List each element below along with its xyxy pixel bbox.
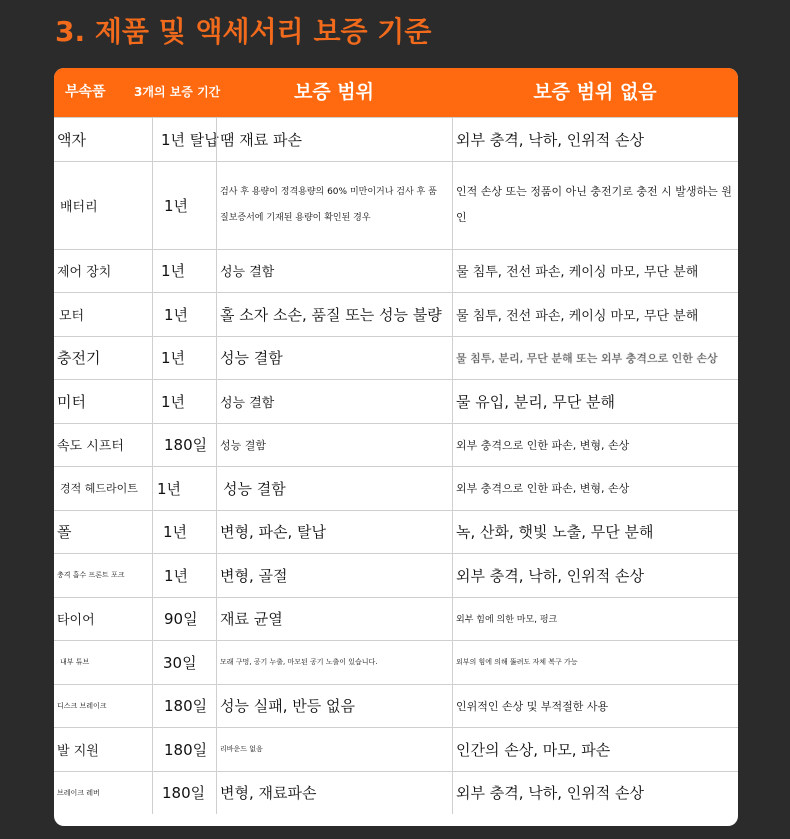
part-cell: 브레이크 레버 [57,788,100,797]
no-coverage-cell: 물 유입, 분리, 무단 분해 [452,380,738,423]
part-cell: 미터 [57,392,86,411]
coverage-cell: 재료 균열 [216,598,452,641]
coverage-cell: 성능 결함 [216,467,452,510]
period-cell: 1년 [152,554,216,597]
table-row [54,161,738,249]
table-row [54,117,738,161]
no-coverage-cell: 외부 충격, 낙하, 인위적 손상 [452,554,738,597]
period-cell: 1년 [152,293,216,336]
part-cell: 발 지원 [57,743,99,759]
period-cell: 30일 [152,641,216,684]
coverage-cell: 모래 구멍, 공기 누출, 마모된 공기 노출이 있습니다. [216,641,452,684]
part-cell: 충격 흡수 프론트 포크 [57,571,125,580]
period-cell: 1년 [152,467,216,510]
part-cell: 모터 [59,308,85,324]
no-coverage-cell: 외부 충격으로 인한 파손, 변형, 손상 [452,467,738,510]
no-coverage-cell: 외부 충격, 낙하, 인위적 손상 [452,118,738,161]
period-cell: 1년 [152,162,216,249]
table-row [54,292,738,336]
no-coverage-cell: 물 침투, 분리, 무단 분해 또는 외부 충격으로 인한 손상 [452,337,738,380]
no-coverage-cell: 인위적인 손상 및 부적절한 사용 [452,685,738,728]
table-row [54,727,738,771]
table-row [54,510,738,554]
table-row [54,466,738,510]
no-coverage-cell: 물 침투, 전선 파손, 케이싱 마모, 무단 분해 [452,250,738,293]
coverage-cell: 변형, 파손, 탈납 [216,511,452,554]
period-cell: 1년 [152,380,216,423]
coverage-cell: 변형, 골절 [216,554,452,597]
coverage-cell: 홀 소자 소손, 품질 또는 성능 불량 [216,293,452,336]
no-coverage-cell: 외부 힘에 의한 마모, 펑크 [452,598,738,641]
header-no-coverage: 보증 범위 없음 [533,81,657,103]
header-part: 부속품 [65,84,106,100]
part-cell: 액자 [57,130,86,149]
coverage-cell: 땜 재료 파손 [216,118,452,161]
period-cell: 180일 [152,424,216,467]
no-coverage-cell: 물 침투, 전선 파손, 케이싱 마모, 무단 분해 [452,293,738,336]
no-coverage-cell: 인간의 손상, 마모, 파손 [452,728,738,771]
header-coverage: 보증 범위 [293,81,375,103]
period-cell: 90일 [152,598,216,641]
coverage-cell: 리바운드 없음 [216,728,452,771]
table-body [54,117,738,814]
period-cell: 180일 [152,685,216,728]
table-row [54,423,738,467]
part-cell: 제어 장치 [57,265,112,281]
part-cell: 디스크 브레이크 [57,701,107,710]
coverage-cell: 변형, 재료파손 [216,772,452,815]
coverage-cell: 성능 결함 [216,250,452,293]
coverage-cell: 성능 결함 [216,337,452,380]
part-cell: 배터리 [60,199,98,215]
part-cell: 충전기 [57,349,101,368]
coverage-cell: 검사 후 용량이 정격용량의 60% 미만이거나 검사 후 품질보증서에 기재된 용량이 확인된 경우 [216,162,452,249]
no-coverage-cell: 인적 손상 또는 정품이 아닌 충전기로 충전 시 발생하는 원인 [452,162,738,249]
part-cell: 경적 헤드라이트 [60,482,138,496]
period-cell: 1년 [152,250,216,293]
table-row [54,597,738,641]
table-row [54,379,738,423]
period-cell: 180일 [152,728,216,771]
period-cell: 180일 [152,772,216,815]
table-header [54,68,738,117]
no-coverage-cell: 외부의 힘에 의해 뚫려도 자체 복구 가능 [452,641,738,684]
coverage-cell: 성능 결함 [216,424,452,467]
part-cell: 타이어 [57,613,95,629]
table-row [54,771,738,815]
table-row [54,640,738,684]
period-cell: 1년 [152,511,216,554]
warranty-table [54,68,738,826]
part-cell: 내부 튜브 [60,658,90,667]
coverage-cell: 성능 실패, 반등 없음 [216,685,452,728]
no-coverage-cell: 외부 충격, 낙하, 인위적 손상 [452,772,738,815]
no-coverage-cell: 외부 충격으로 인한 파손, 변형, 손상 [452,424,738,467]
period-cell: 1년 [152,337,216,380]
period-cell: 1년 탈납 [152,118,216,161]
section-title: 3. 제품 및 액세서리 보증 기준 [55,15,432,48]
table-row [54,684,738,728]
table-row [54,336,738,380]
no-coverage-cell: 녹, 산화, 햇빛 노출, 무단 분해 [452,511,738,554]
table-row [54,553,738,597]
part-cell: 폴 [57,523,72,542]
table-row [54,249,738,293]
coverage-cell: 성능 결함 [216,380,452,423]
header-period: 3개의 보증 기간 [134,85,221,99]
part-cell: 속도 시프터 [57,439,124,455]
